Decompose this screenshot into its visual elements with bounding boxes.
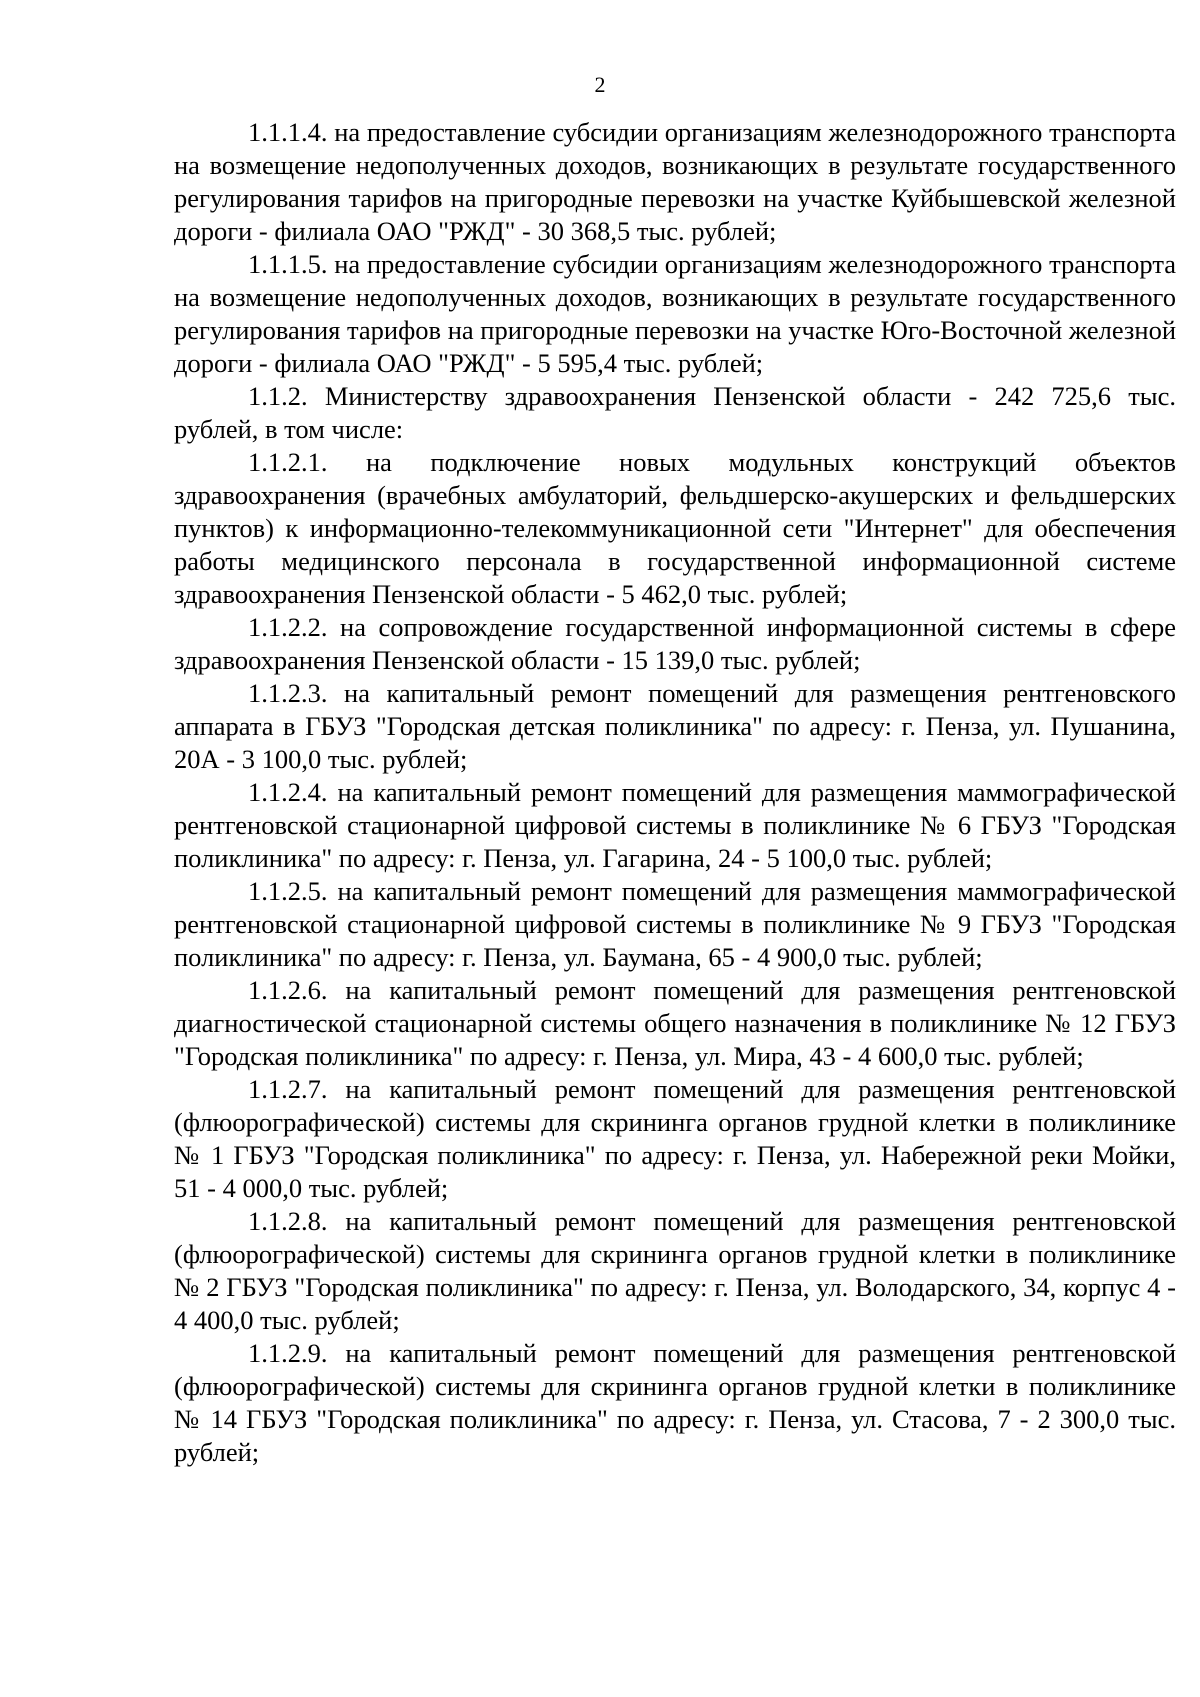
- paragraph-1-1-2-2: 1.1.2.2. на сопровождение государственной информационной системы в сфере здравоохранения Пензенской области - 15 139,0 тыс. рублей;: [174, 612, 1176, 675]
- paragraph-1-1-2-4: 1.1.2.4. на капитальный ремонт помещений для размещения маммографической рентгеновской стационарной цифровой системы в поликлинике № 6 ГБУЗ "Городская поликлиника" по адресу: г. Пенза, ул. Гагарина, 24 - 5 100,0 тыс. рублей;: [174, 777, 1176, 873]
- paragraph-1-1-2-1: 1.1.2.1. на подключение новых модульных конструкций объектов здравоохранения (врачебных амбулаторий, фельдшерско-акушерских и фельдшерских пунктов) к информационно-телекоммуникационной сети "Интернет" для обеспечения работы медицинского персонала в государственной информационной системе здравоохранения Пензенской области - 5 462,0 тыс. рублей;: [174, 447, 1176, 609]
- paragraph-1-1-1-4: 1.1.1.4. на предоставление субсидии организациям железнодорожного транспорта на возмещение недополученных доходов, возникающих в результате государственного регулирования тарифов на пригородные перевозки на участке Куйбышевской железной дороги - филиала ОАО "РЖД" - 30 368,5 тыс. рублей;: [174, 117, 1176, 246]
- paragraph-1-1-2-5: 1.1.2.5. на капитальный ремонт помещений для размещения маммографической рентгеновской стационарной цифровой системы в поликлинике № 9 ГБУЗ "Городская поликлиника" по адресу: г. Пенза, ул. Баумана, 65 - 4 900,0 тыс. рублей;: [174, 876, 1176, 972]
- page-number: 2: [594, 72, 606, 97]
- paragraph-1-1-2-3: 1.1.2.3. на капитальный ремонт помещений для размещения рентгеновского аппарата в ГБУЗ "Городская детская поликлиника" по адресу: г. Пенза, ул. Пушанина, 20А - 3 100,0 тыс. рублей;: [174, 678, 1176, 774]
- document-body: [174, 116, 1176, 1469]
- paragraph-1-1-2-8: 1.1.2.8. на капитальный ремонт помещений для размещения рентгеновской (флюорографической) системы для скрининга органов грудной клетки в поликлинике № 2 ГБУЗ "Городская поликлиника" по адресу: г. Пенза, ул. Володарского, 34, корпус 4 - 4 400,0 тыс. рублей;: [174, 1206, 1176, 1335]
- paragraph-1-1-2-6: 1.1.2.6. на капитальный ремонт помещений для размещения рентгеновской диагностической стационарной системы общего назначения в поликлинике № 12 ГБУЗ "Городская поликлиника" по адресу: г. Пенза, ул. Мира, 43 - 4 600,0 тыс. рублей;: [174, 975, 1176, 1071]
- paragraph-1-1-2-9: 1.1.2.9. на капитальный ремонт помещений для размещения рентгеновской (флюорографической) системы для скрининга органов грудной клетки в поликлинике № 14 ГБУЗ "Городская поликлиника" по адресу: г. Пенза, ул. Стасова, 7 - 2 300,0 тыс. рублей;: [174, 1338, 1176, 1467]
- paragraph-1-1-2: 1.1.2. Министерству здравоохранения Пензенской области - 242 725,6 тыс. рублей, в том числе:: [174, 381, 1176, 444]
- paragraph-1-1-2-7: 1.1.2.7. на капитальный ремонт помещений для размещения рентгеновской (флюорографической) системы для скрининга органов грудной клетки в поликлинике № 1 ГБУЗ "Городская поликлиника" по адресу: г. Пенза, ул. Набережной реки Мойки, 51 - 4 000,0 тыс. рублей;: [174, 1074, 1176, 1203]
- paragraph-1-1-1-5: 1.1.1.5. на предоставление субсидии организациям железнодорожного транспорта на возмещение недополученных доходов, возникающих в результате государственного регулирования тарифов на пригородные перевозки на участке Юго-Восточной железной дороги - филиала ОАО "РЖД" - 5 595,4 тыс. рублей;: [174, 249, 1176, 378]
